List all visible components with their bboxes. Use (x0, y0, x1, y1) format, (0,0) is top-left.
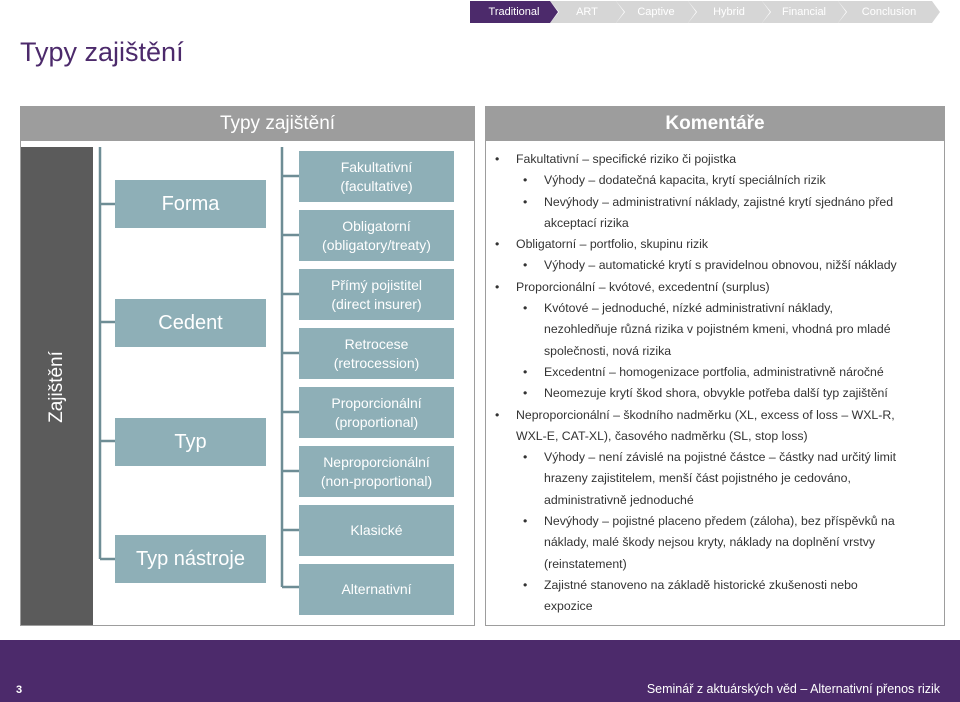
bullet-icon: • (523, 258, 528, 273)
comment-text: WXL-E, CAT-XL), časového nadměrku (SL, stop loss) (516, 428, 808, 443)
group-label: Cedent (158, 311, 223, 334)
group-label: Typ nástroje (136, 547, 245, 570)
bullet-icon: • (523, 364, 528, 379)
comment-line (486, 383, 944, 404)
bullet-icon: • (495, 279, 500, 294)
comment-text: akceptací rizika (544, 215, 629, 230)
item-klasicke (299, 505, 454, 556)
group-label: Typ (174, 430, 207, 453)
group-typ-nastroje (115, 535, 266, 583)
comments-panel-header: Komentáře (486, 107, 944, 141)
comment-line (486, 532, 944, 553)
item-line1: Proporcionální (331, 394, 422, 411)
comment-text: Kvótové – jednoduché, nízké administrativní náklady, (544, 301, 833, 316)
comment-line (486, 298, 944, 319)
comment-line (486, 234, 944, 255)
footer-text: Seminář z aktuárských věd – Alternativní přenos rizik (646, 682, 940, 696)
item-line1: Retrocese (344, 335, 409, 352)
page-title: Typy zajištění (20, 37, 184, 67)
group-label: Forma (161, 192, 220, 215)
comment-text: náklady, malé škody nejsou kryty, náklady na doplnění vrstvy (544, 535, 876, 550)
bullet-icon: • (523, 386, 528, 401)
item-fakultativni (299, 151, 454, 202)
item-obligatorni (299, 210, 454, 261)
comment-line (486, 149, 944, 170)
comment-text: Výhody – není závislé na pojistné částce – částky nad určitý limit (544, 450, 896, 465)
item-line2: (proportional) (334, 413, 419, 430)
comment-line (486, 468, 944, 489)
item-neproporcionalni (299, 446, 454, 497)
comment-text: Výhody – automatické krytí s pravidelnou obnovou, nižší náklady (544, 258, 897, 273)
bullet-icon: • (495, 152, 500, 166)
comment-text: Nevýhody – pojistné placeno předem (záloha), bez příspěvků na (544, 514, 895, 529)
group-cedent (115, 299, 266, 347)
comment-text: společnosti, nová rizika (544, 343, 672, 358)
tab-art[interactable]: ART (550, 1, 616, 23)
comment-text: (reinstatement) (544, 556, 627, 571)
comment-text: Proporcionální – kvótové, excedentní (surplus) (516, 279, 770, 294)
comment-line (486, 319, 944, 340)
comment-text: administrativně jednoduché (544, 492, 694, 507)
item-alternativni (299, 564, 454, 615)
comment-line (486, 192, 944, 213)
comment-text: hrazeny zajistitelem, menší část pojistného je cedováno, (544, 471, 851, 486)
comment-line (486, 490, 944, 511)
tab-financial[interactable]: Financial (762, 1, 838, 23)
comment-line (486, 426, 944, 447)
bullet-icon: • (523, 514, 528, 529)
comment-text: Neproporcionální – škodního nadměrku (XL, excess of loss – WXL-R, (516, 407, 895, 422)
item-line2: (direct insurer) (331, 295, 422, 312)
item-proporcionalni (299, 387, 454, 438)
tab-captive[interactable]: Captive (616, 1, 688, 23)
comment-text: Excedentní – homogenizace portfolia, administrativně náročné (544, 364, 884, 379)
comments-list (486, 149, 944, 618)
comment-text: Výhody – dodatečná kapacita, krytí speciálních rizik (544, 173, 826, 188)
bullet-icon: • (523, 301, 528, 316)
item-primy-pojistitel (299, 269, 454, 320)
bullet-icon: • (495, 407, 500, 422)
comment-line (486, 255, 944, 276)
item-line2: (retrocession) (333, 354, 420, 371)
comment-text: Zajistné stanoveno na základě historické zkušenosti nebo (544, 577, 858, 592)
bullet-icon: • (495, 237, 500, 252)
comment-line (486, 447, 944, 468)
comment-line (486, 341, 944, 362)
types-panel (20, 106, 475, 626)
item-line1: Přímý pojistitel (330, 276, 423, 293)
comments-panel (485, 106, 945, 626)
item-line1: Klasické (350, 522, 403, 538)
group-typ (115, 418, 266, 466)
comment-line (486, 362, 944, 383)
comment-text: expozice (544, 599, 593, 614)
bullet-icon: • (523, 194, 528, 209)
page-number: 3 (16, 684, 23, 696)
bullet-icon: • (523, 577, 528, 592)
group-forma (115, 180, 266, 228)
item-line1: Neproporcionální (323, 453, 430, 470)
bullet-icon: • (523, 173, 528, 188)
comment-text: Obligatorní – portfolio, skupinu rizik (516, 237, 709, 252)
comment-line (486, 213, 944, 234)
item-retrocese (299, 328, 454, 379)
footer-bar (0, 640, 960, 702)
tab-conclusion[interactable]: Conclusion (838, 1, 932, 23)
item-line2: (obligatory/treaty) (322, 236, 431, 253)
item-line1: Obligatorní (342, 217, 411, 234)
comment-text: nezohledňuje různá rizika v pojistném kmeni, vhodná pro mladé (544, 322, 891, 337)
comment-line (486, 554, 944, 575)
types-panel-header: Typy zajištění (21, 107, 474, 141)
comment-line (486, 575, 944, 596)
comment-line (486, 405, 944, 426)
item-line1: Alternativní (341, 581, 412, 597)
comment-line (486, 170, 944, 191)
bullet-icon: • (523, 450, 528, 465)
item-line2: (non-proportional) (320, 472, 433, 489)
item-line2: (facultative) (340, 177, 413, 194)
comment-text: Fakultativní – specifické riziko či pojistka (516, 152, 737, 166)
vertical-label: Zajištění (46, 351, 67, 423)
tab-hybrid[interactable]: Hybrid (688, 1, 762, 23)
comment-line (486, 596, 944, 617)
comment-text: Nevýhody – administrativní náklady, zajistné krytí sjednáno před (544, 194, 894, 209)
comment-line (486, 277, 944, 298)
comment-text: Neomezuje krytí škod shora, obvykle potřeba další typ zajištění (544, 386, 888, 401)
item-line1: Fakultativní (340, 158, 413, 175)
tab-traditional[interactable]: Traditional (470, 1, 550, 23)
comment-line (486, 511, 944, 532)
